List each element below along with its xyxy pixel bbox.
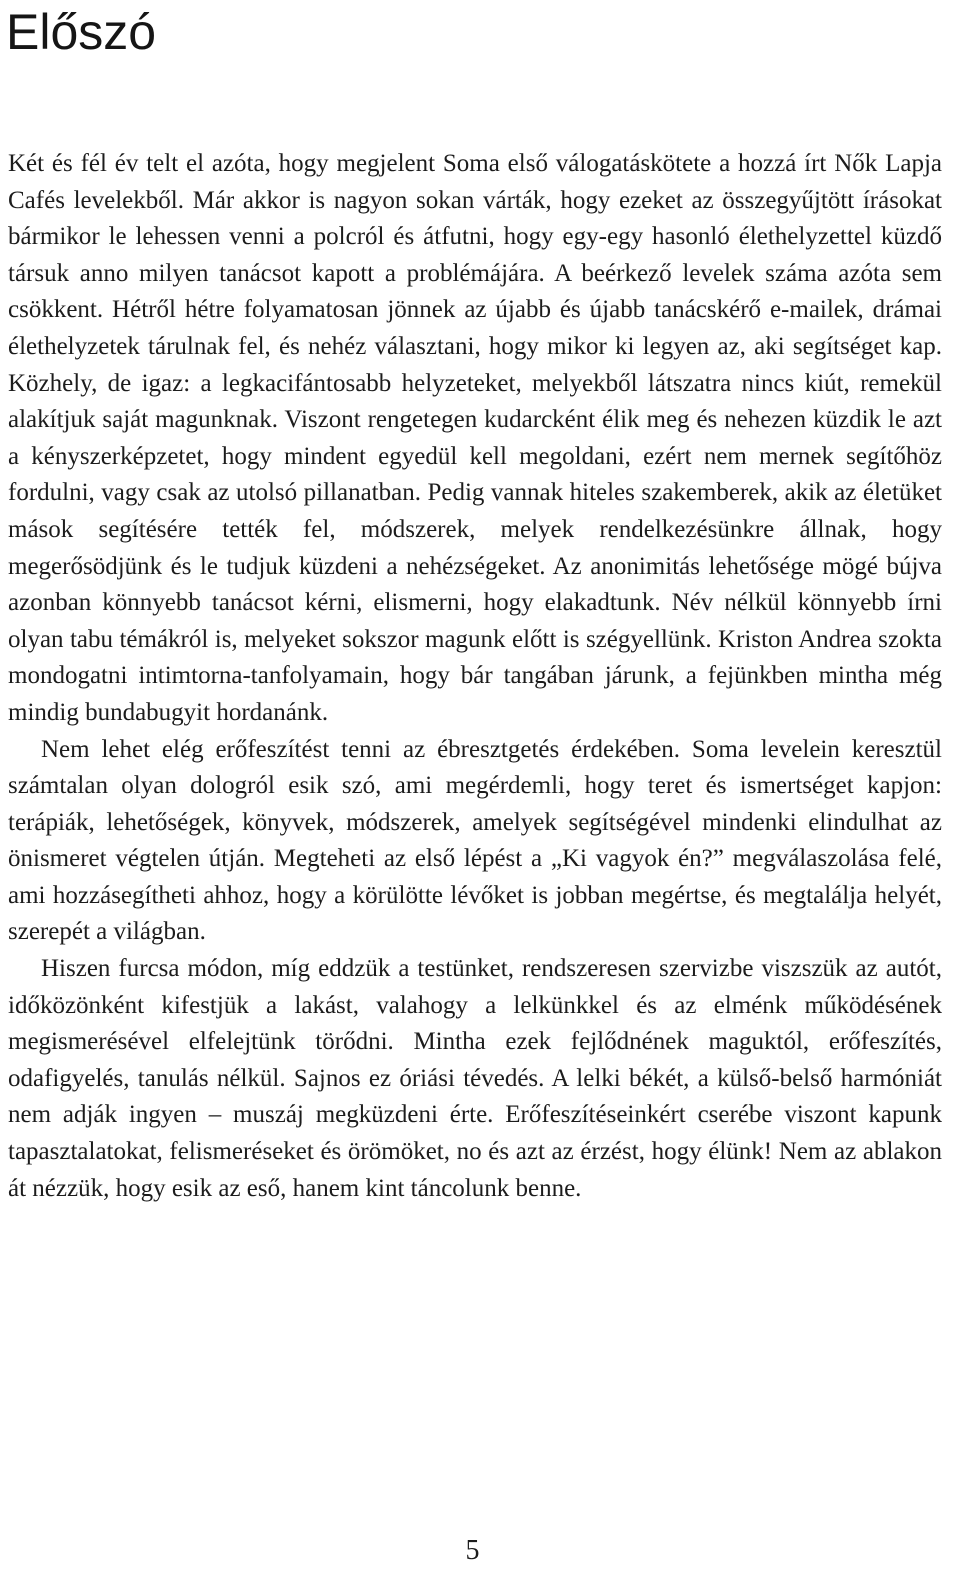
chapter-title: Előszó [6,4,157,60]
chapter-body [8,146,942,1207]
paragraph-1: Két és fél év telt el azóta, hogy megjelent Soma első válogatáskötete a hozzá írt Nők Lapja Cafés levelekből. Már akkor is nagyon sokan várták, hogy ezeket az összegyűjtött írásokat bármikor le lehessen venni a polcról és átfutni, hogy egy-egy hasonló élethelyzettel küzdő társuk anno milyen tanácsot kapott a problémájára. A beérkező levelek száma azóta sem csökkent. Hétről hétre folyamatosan jönnek az újabb és újabb tanácskérő e-mailek, drámai élethelyzetek tárulnak fel, és nehéz választani, hogy mikor ki legyen az, aki segítséget kap. Közhely, de igaz: a legkacifántosabb helyzeteket, melyekből látszatra nincs kiút, remekül alakítjuk saját magunknak. Viszont rengetegen kudarcként élik meg és nehezen küzdik le azt a kényszerképzetet, hogy mindent egyedül kell megoldani, ezért nem mernek segítőhöz fordulni, vagy csak az utolsó pillanatban. Pedig vannak hiteles szakemberek, akik az életüket mások segítésére tették fel, módszerek, melyek rendelkezésünkre állnak, hogy megerősödjünk és le tudjuk küzdeni a nehézségeket. Az anonimitás lehetősége mögé bújva azonban könnyebb tanácsot kérni, elismerni, hogy elakadtunk. Név nélkül könnyebb írni olyan tabu témákról is, melyeket sokszor magunk előtt is szégyellünk. Kriston Andrea szokta mondogatni intimtorna-tanfolyamain, hogy bár tangában járunk, a fejünkben mintha még mindig bundabugyit hordanánk. [8,150,942,726]
page-number: 5 [465,1535,480,1566]
paragraph-3: Hiszen furcsa módon, míg eddzük a testünket, rendszeresen szervizbe viszszük az autót, időközönként kifestjük a lakást, valahogy a lelkünkkel és az elménk működésének megismerésével elfelejtünk törődni. Mintha ezek fejlődnének maguktól, erőfeszítés, odafigyelés, tanulás nélkül. Sajnos ez óriási tévedés. A lelki békét, a külső-belső harmóniát nem adják ingyen – muszáj megküzdeni érte. Erőfeszítéseinkért cserébe viszont kapunk tapasztalatokat, felismeréseket és örömöket, no és azt az érzést, hogy élünk! Nem az ablakon át nézzük, hogy esik az eső, hanem kint táncolunk benne. [8,955,942,1202]
paragraph-2: Nem lehet elég erőfeszítést tenni az ébresztgetés érdekében. Soma levelein keresztül számtalan olyan dologról esik szó, ami megérdemli, hogy teret és ismertséget kapjon: terápiák, lehetőségek, könyvek, módszerek, amelyek segítségével mindenki elindulhat az önismeret végtelen útján. Megteheti az első lépést a „Ki vagyok én?” megválaszolása felé, ami hozzásegítheti ahhoz, hogy a körülötte lévőket is jobban megértse, és megtalálja helyét, szerepét a világban. [8,735,942,946]
